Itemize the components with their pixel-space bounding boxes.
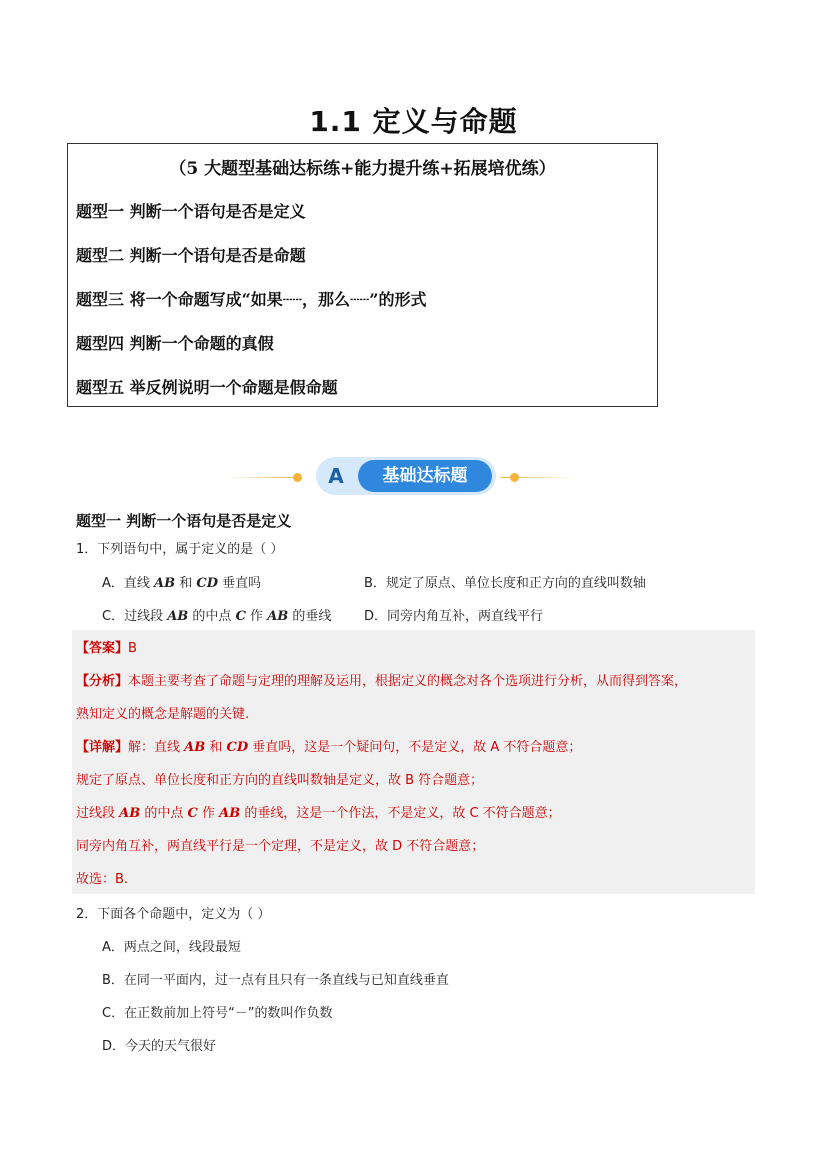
math-var: C: [235, 609, 246, 624]
math-var: AB: [167, 609, 189, 624]
option-text: 垂直吗: [218, 576, 262, 591]
question-1-option-d: D．同旁内角互补，两直线平行: [364, 609, 544, 624]
toc-item: 题型二 判断一个语句是否是命题: [76, 246, 306, 265]
detail-text: 的中点: [140, 806, 188, 821]
detail-line-5: 故选：B.: [76, 872, 129, 887]
option-text: 作: [245, 609, 268, 624]
question-1-option-c: [102, 605, 331, 624]
analysis-text: 本题主要考查了命题与定理的理解及运用，根据定义的概念对各个选项进行分析，从而得到答案，: [128, 674, 688, 689]
question-1-stem: 1．下列语句中，属于定义的是（ ）: [76, 542, 284, 557]
option-text: 和: [175, 576, 197, 591]
math-var: AB: [219, 806, 241, 821]
toc-item: 题型四 判断一个命题的真假: [76, 334, 274, 353]
math-var: AB: [184, 740, 206, 755]
banner-divider-right: [501, 477, 576, 478]
detail-line-2: 规定了原点、单位长度和正方向的直线叫数轴是定义，故 B 符合题意；: [76, 773, 484, 788]
detail-text: 过线段: [76, 806, 120, 821]
banner-letter: A: [328, 464, 344, 488]
analysis-line: [76, 670, 687, 689]
question-type-overview: [67, 143, 658, 407]
toc-item: 题型五 举反例说明一个命题是假命题: [76, 378, 338, 397]
detail-text: 垂直吗，这是一个疑问句，不是定义，故 A 不符合题意；: [248, 740, 582, 755]
toc-item: 题型三 将一个命题写成“如果┄┄，那么┄┄”的形式: [76, 290, 427, 309]
answer-value: B: [128, 641, 137, 656]
banner-dot-left: [293, 473, 302, 482]
detail-text: 的垂线，这是一个作法，不是定义，故 C 不符合题意；: [240, 806, 561, 821]
toc-subtitle: （5 大题型基础达标练+能力提升练+拓展培优练）: [169, 159, 556, 179]
option-text: A．直线: [102, 576, 155, 591]
detail-line-4: 同旁内角互补，两直线平行是一个定理，不是定义，故 D 不符合题意；: [76, 839, 485, 854]
option-text: C．过线段: [102, 609, 168, 624]
math-var: AB: [267, 609, 289, 624]
question-2-option-d: D．今天的天气很好: [102, 1039, 217, 1054]
question-1-option-a: [102, 572, 261, 591]
math-var: AB: [119, 806, 141, 821]
question-2-option-a: A．两点之间，线段最短: [102, 940, 241, 955]
analysis-text-2: 熟知定义的概念是解题的关键.: [76, 707, 250, 722]
answer-explanation: [72, 630, 755, 894]
answer-tag: 【答案】: [76, 641, 129, 656]
page-title: 1.1 定义与命题: [309, 105, 518, 138]
answer-line: [76, 637, 137, 656]
math-var: CD: [226, 740, 249, 755]
math-var: AB: [154, 576, 176, 591]
question-2-stem: 2．下面各个命题中，定义为（ ）: [76, 907, 271, 922]
analysis-tag: 【分析】: [76, 674, 129, 689]
question-1-option-b: B．规定了原点、单位长度和正方向的直线叫数轴: [364, 576, 646, 591]
section-title: 题型一 判断一个语句是否是定义: [76, 512, 292, 530]
detail-text: 解：直线: [128, 740, 185, 755]
detail-line-1: [76, 736, 581, 755]
detail-text: 和: [205, 740, 227, 755]
toc-item: 题型一 判断一个语句是否是定义: [76, 202, 306, 221]
option-text: 的垂线: [288, 609, 332, 624]
detail-tag: 【详解】: [76, 740, 129, 755]
question-2-option-c: C．在正数前加上符号“－”的数叫作负数: [102, 1006, 333, 1021]
detail-line-3: [76, 802, 561, 821]
banner-label: 基础达标题: [358, 460, 492, 492]
banner-divider-left: [226, 477, 301, 478]
math-var: C: [187, 806, 198, 821]
section-banner: [226, 455, 576, 499]
question-2-option-b: B．在同一平面内，过一点有且只有一条直线与已知直线垂直: [102, 973, 449, 988]
option-text: 的中点: [188, 609, 236, 624]
detail-text: 作: [197, 806, 220, 821]
math-var: CD: [196, 576, 218, 591]
banner-pill: [316, 457, 496, 495]
